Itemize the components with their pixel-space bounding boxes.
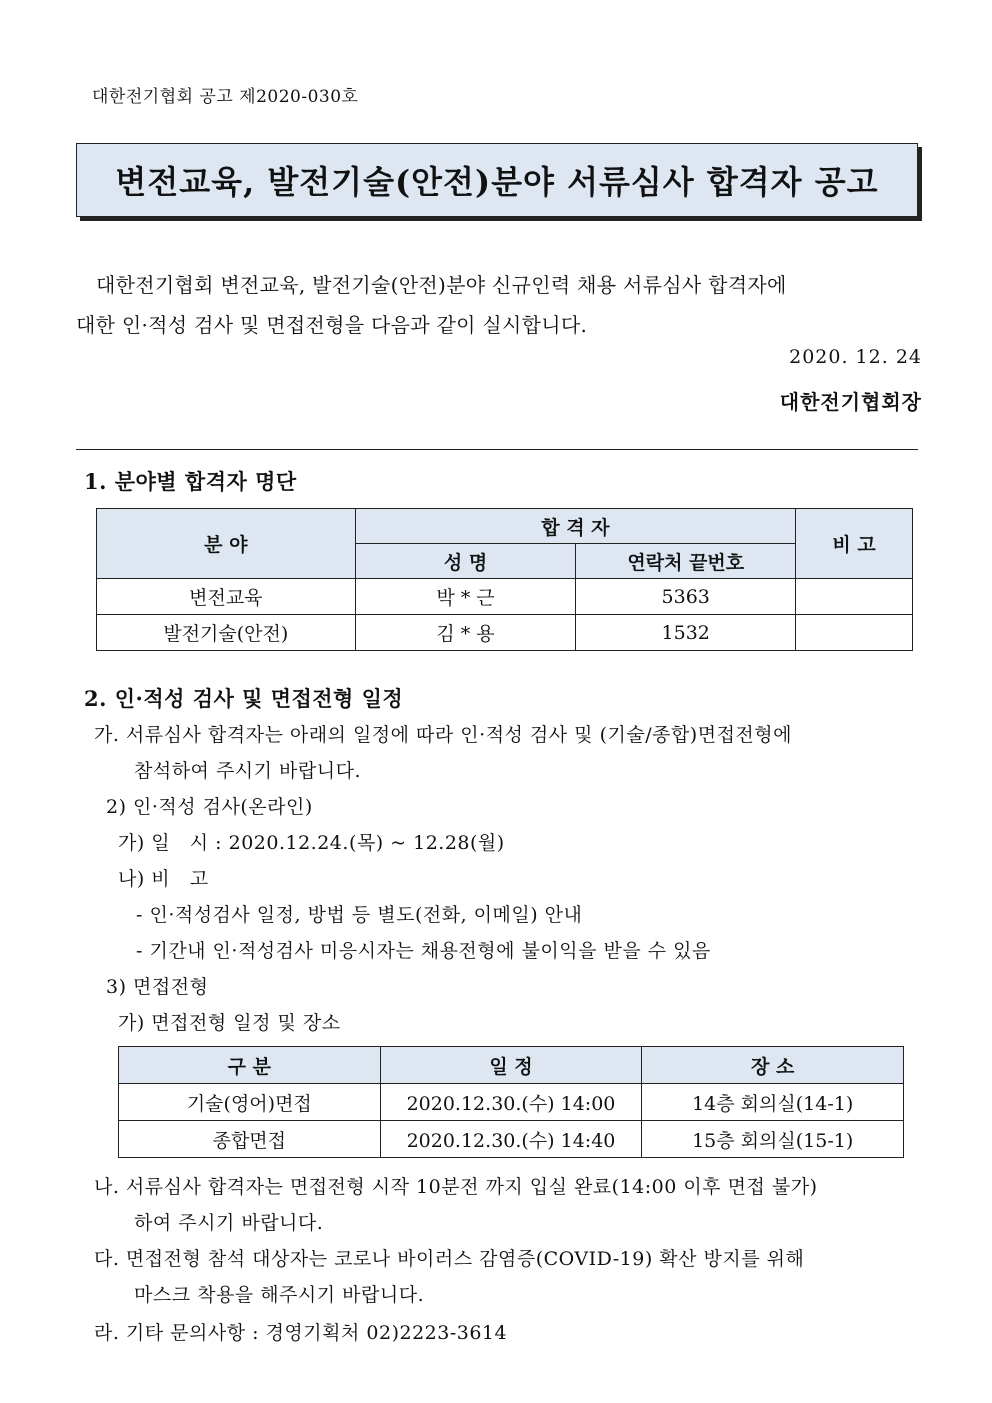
cell-contact: 5363	[576, 579, 796, 615]
item-ga-line-1: 가. 서류심사 합격자는 아래의 일정에 따라 인·적성 검사 및 (기술/종합)면접전형에	[94, 724, 792, 746]
cell-type: 종합면접	[119, 1121, 381, 1158]
table-row	[119, 1121, 904, 1158]
title-box	[76, 143, 918, 217]
header-schedule: 일 정	[380, 1047, 642, 1084]
passer-table	[96, 508, 913, 651]
intro-line-2: 대한 인·적성 검사 및 면접전형을 다음과 같이 실시합니다.	[76, 313, 588, 337]
cell-place: 15층 회의실(15-1)	[642, 1121, 904, 1158]
notice-number: 대한전기협회 공고 제2020-030호	[92, 87, 359, 107]
header-contact: 연락처 끝번호	[576, 544, 796, 579]
test-date: 가) 일 시 : 2020.12.24.(목) ~ 12.28(월)	[118, 832, 505, 854]
item-da-line-2: 마스크 착용을 해주시기 바랍니다.	[134, 1284, 425, 1306]
item-da-line-1: 다. 면접전형 참석 대상자는 코로나 바이러스 감염증(COVID-19) 확산 방지를 위해	[94, 1248, 805, 1270]
cell-field: 발전기술(안전)	[97, 615, 356, 651]
intro-line-1: 대한전기협회 변전교육, 발전기술(안전)분야 신규인력 채용 서류심사 합격자에	[96, 273, 787, 297]
cell-field: 변전교육	[97, 579, 356, 615]
divider	[76, 449, 918, 450]
table-row	[119, 1084, 904, 1121]
interview-subtitle: 가) 면접전형 일정 및 장소	[118, 1012, 341, 1034]
page-title: 변전교육, 발전기술(안전)분야 서류심사 합격자 공고	[115, 163, 879, 201]
notice-date: 2020. 12. 24	[789, 346, 922, 368]
section-2-title: 2. 인·적성 검사 및 면접전형 일정	[84, 686, 404, 711]
cell-note	[796, 615, 913, 651]
item-na-line-2: 하여 주시기 바랍니다.	[134, 1212, 324, 1234]
header-type: 구 분	[119, 1047, 381, 1084]
interview-title: 3) 면접전형	[106, 976, 209, 998]
cell-name: 박 * 근	[355, 579, 576, 615]
cell-note	[796, 579, 913, 615]
cell-name: 김 * 용	[355, 615, 576, 651]
cell-schedule: 2020.12.30.(수) 14:00	[380, 1084, 642, 1121]
header-passer: 합 격 자	[355, 509, 795, 544]
cell-place: 14층 회의실(14-1)	[642, 1084, 904, 1121]
interview-table	[118, 1046, 904, 1158]
item-na-line-1: 나. 서류심사 합격자는 면접전형 시작 10분전 까지 입실 완료(14:00 이후 면접 불가)	[94, 1176, 818, 1198]
test-title: 2) 인·적성 검사(온라인)	[106, 796, 313, 818]
table-row	[97, 615, 913, 651]
intro-paragraph	[76, 265, 922, 345]
issuer-name: 대한전기협회장	[779, 390, 922, 414]
cell-contact: 1532	[576, 615, 796, 651]
header-name: 성 명	[355, 544, 576, 579]
header-field: 분 야	[97, 509, 356, 579]
header-note: 비 고	[796, 509, 913, 579]
table-row	[97, 579, 913, 615]
cell-schedule: 2020.12.30.(수) 14:40	[380, 1121, 642, 1158]
test-note-1: - 인·적성검사 일정, 방법 등 별도(전화, 이메일) 안내	[136, 904, 583, 926]
cell-type: 기술(영어)면접	[119, 1084, 381, 1121]
test-note-2: - 기간내 인·적성검사 미응시자는 채용전형에 불이익을 받을 수 있음	[136, 940, 711, 962]
header-place: 장 소	[642, 1047, 904, 1084]
test-note-title: 나) 비 고	[118, 868, 209, 890]
item-ra: 라. 기타 문의사항 : 경영기획처 02)2223-3614	[94, 1322, 508, 1344]
section-1-title: 1. 분야별 합격자 명단	[84, 469, 297, 494]
item-ga-line-2: 참석하여 주시기 바랍니다.	[134, 760, 362, 782]
